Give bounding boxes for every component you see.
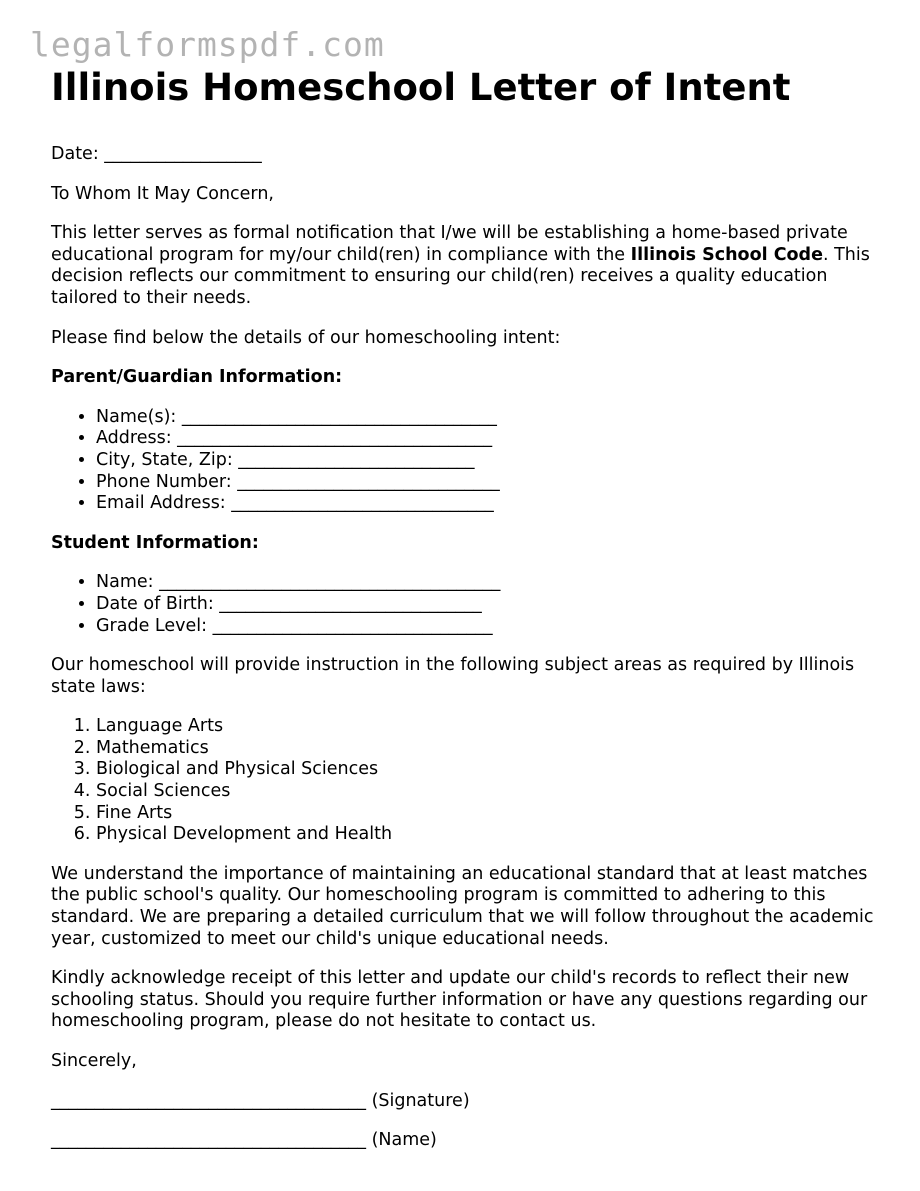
document-title: Illinois Homeschool Letter of Intent <box>51 66 791 109</box>
parent-address-field: • Address: ____________________________________ <box>96 428 881 450</box>
student-name-field: • Name: _______________________________________ <box>96 572 881 594</box>
illinois-school-code: Illinois School Code <box>630 244 823 265</box>
student-section-heading: Student Information: <box>51 532 259 553</box>
watermark: legalformspdf.com <box>30 25 385 64</box>
subjects-intro: Our homeschool will provide instruction in the following subject areas as required by Illinois state laws: <box>51 655 855 697</box>
subject-item: 5. Fine Arts <box>96 803 881 825</box>
parent-email-field: • Email Address: ______________________________ <box>96 493 881 515</box>
closing: Sincerely, <box>51 1051 137 1071</box>
signature-line: ____________________________________ (Signature) <box>51 1090 470 1111</box>
student-grade-field: • Grade Level: ________________________________ <box>96 616 881 638</box>
details-intro: Please find below the details of our homeschooling intent: <box>51 327 561 348</box>
intro-paragraph <box>51 223 881 309</box>
intro-text-part1: This letter serves as formal notification that I/we will be establishing a home-based private educational program for my/our child(ren) in compliance with the <box>51 223 848 265</box>
parent-section-heading: Parent/Guardian Information: <box>51 367 343 388</box>
student-dob-field: • Date of Birth: ______________________________ <box>96 594 881 616</box>
student-info-list <box>51 572 881 637</box>
acknowledge-paragraph: Kindly acknowledge receipt of this letter and update our child's records to reflect their new schooling status. Should you require further information or have any questions regarding our homeschooling program, please do not hesitate to contact us. <box>51 968 868 1032</box>
name-line: ____________________________________ (Name) <box>51 1130 437 1151</box>
parent-info-list <box>51 407 881 515</box>
subject-item: 1. Language Arts <box>96 716 881 738</box>
intro-text-part2: . This decision reflects our commitment to ensuring our child(ren) receives a quality education tailored to their needs. <box>51 244 870 308</box>
subjects-list <box>51 716 881 846</box>
document-body <box>51 66 881 1170</box>
date-line: Date: __________________ <box>51 144 262 164</box>
parent-name-field: • Name(s): ____________________________________ <box>96 407 881 429</box>
subject-item: 3. Biological and Physical Sciences <box>96 759 881 781</box>
salutation: To Whom It May Concern, <box>51 183 274 204</box>
parent-city-state-zip-field: • City, State, Zip: ___________________________ <box>96 450 881 472</box>
subject-item: 4. Social Sciences <box>96 781 881 803</box>
subject-item: 6. Physical Development and Health <box>96 824 881 846</box>
parent-phone-field: • Phone Number: ______________________________ <box>96 472 881 494</box>
standard-paragraph: We understand the importance of maintaining an educational standard that at least matches the public school's quality. Our homeschooling program is committed to adhering to this standard. We are preparing a detailed curriculum that we will follow throughout the academic year, customized to meet our child's unique educational needs. <box>51 863 874 949</box>
subject-item: 2. Mathematics <box>96 738 881 760</box>
